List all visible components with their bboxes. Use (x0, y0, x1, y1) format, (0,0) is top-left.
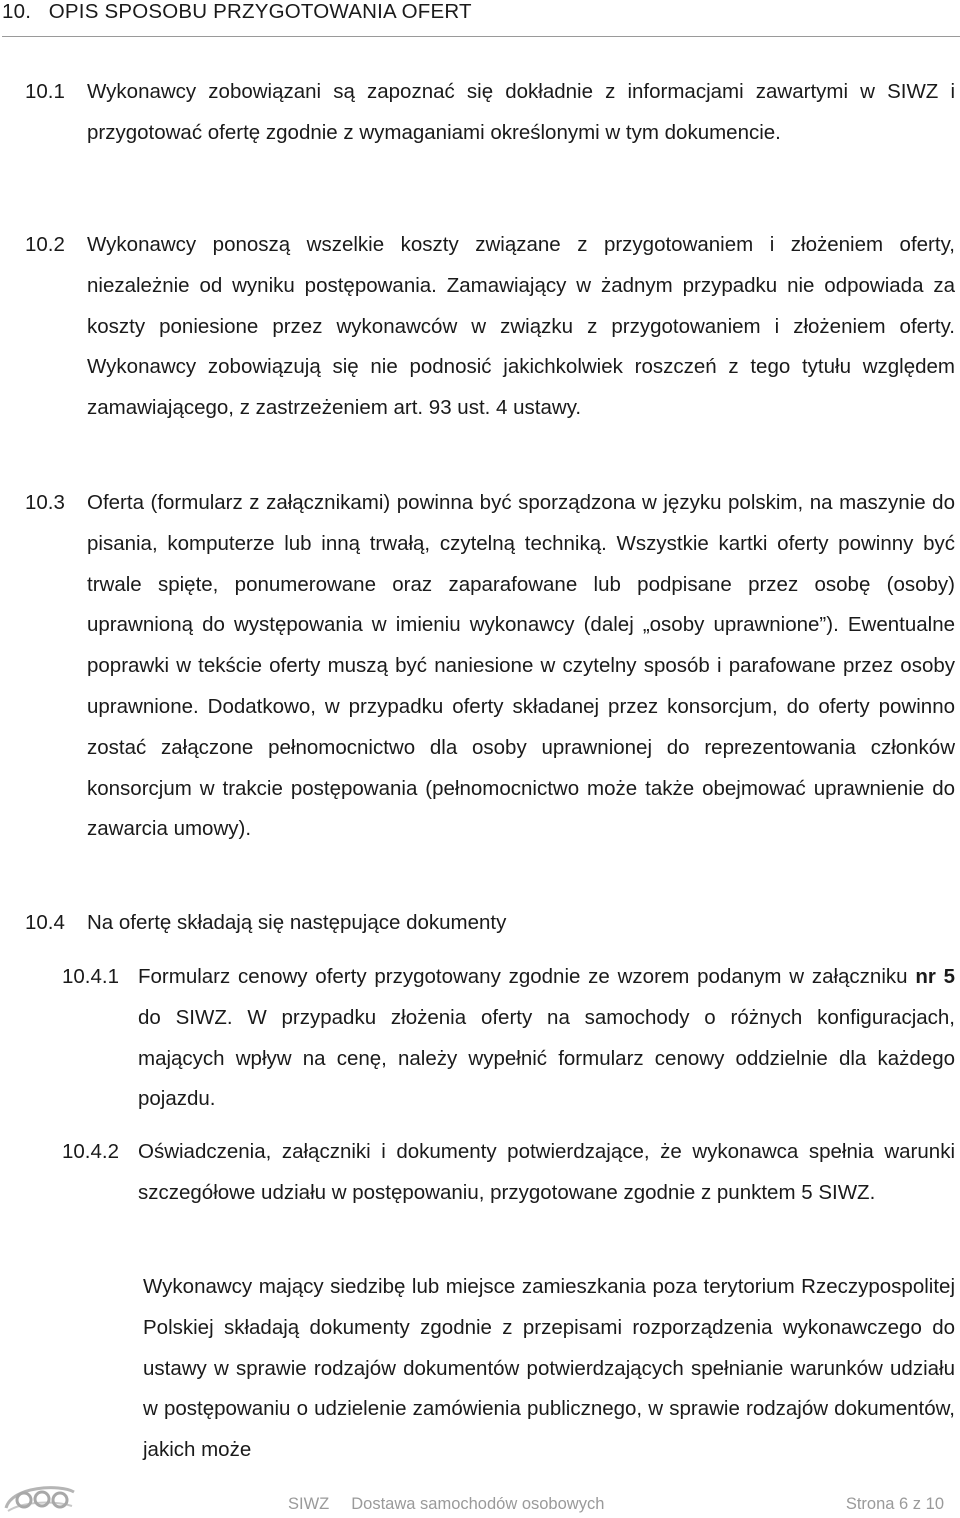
footer-document-info (288, 1494, 604, 1514)
subparagraph-text: Formularz cenowy oferty przygotowany zgodnie ze wzorem podanym w załączniku nr 5 do SIWZ. W przypadku złożenia oferty na samochody o różnych konfiguracjach, mających wpływ na cenę, należy wypełnić formularz cenowy oddzielnie dla każdego pojazdu. (138, 965, 955, 1111)
paragraph-number: 10.4 (25, 911, 65, 934)
subparagraph-number: 10.4.1 (62, 965, 119, 988)
page-footer (0, 1478, 960, 1518)
section-heading (2, 0, 960, 38)
paragraph-text: Na ofertę składają się następujące dokumenty (87, 911, 507, 934)
subparagraph-text: Oświadczenia, załączniki i dokumenty potwierdzające, że wykonawca spełnia warunki szczegółowe udziału w postępowaniu, przygotowane zgodnie z punktem 5 SIWZ. (138, 1140, 955, 1204)
paragraph-text: Wykonawcy zobowiązani są zapoznać się dokładnie z informacjami zawartymi w SIWZ i przygotować ofertę zgodnie z wymaganiami określonymi w tym dokumencie. (87, 80, 955, 144)
paragraph-10-3 (25, 483, 955, 850)
paragraph-number: 10.1 (25, 80, 65, 103)
paragraph-10-4 (25, 903, 955, 944)
subparagraph-10-4-1 (62, 957, 955, 1120)
footer-subject: Dostawa samochodów osobowych (351, 1495, 605, 1513)
paragraph-10-2 (25, 225, 955, 429)
section-heading-text: 10. OPIS SPOSOBU PRZYGOTOWANIA OFERT (2, 0, 472, 23)
footer-page-number: Strona 6 z 10 (845, 1495, 944, 1513)
paragraph-number: 10.3 (25, 491, 65, 514)
paragraph-number: 10.2 (25, 233, 65, 256)
subparagraph-number: 10.4.2 (62, 1140, 119, 1163)
company-logo (2, 1482, 78, 1514)
foreign-contractors-note: Wykonawcy mający siedzibę lub miejsce zamieszkania poza terytorium Rzeczypospolitej Polskiej składają dokumenty zgodnie z przepisami rozporządzenia wykonawczego do ustawy w sprawie rodzajów dokumentów potwierdzających spełnianie warunków udziału w postępowaniu o udzielenie zamówienia publicznego, w sprawie rodzajów dokumentów, jakich może (143, 1275, 955, 1462)
heading-underline (2, 36, 960, 37)
subparagraph-10-4-2 (62, 1132, 955, 1214)
footer-doc-name: SIWZ (288, 1495, 330, 1513)
paragraph-10-1 (25, 72, 955, 154)
attachment-number: nr 5 (915, 965, 955, 988)
paragraph-text: Oferta (formularz z załącznikami) powinna być sporządzona w języku polskim, na maszynie do pisania, komputerze lub inną trwałą, czytelną techniką. Wszystkie kartki oferty powinny być trwale spięte, ponumerowane oraz zaparafowane lub podpisane przez osobę (osoby) uprawnioną do występowania w imieniu wykonawcy (dalej „osoby uprawnione”). Ewentualne poprawki w tekście oferty muszą być naniesione w czytelny sposób i parafowane przez osoby uprawnione. Dodatkowo, w przypadku oferty składanej przez konsorcjum, do oferty powinno zostać załączone pełnomocnictwo dla osoby uprawnionej do reprezentowania członków konsorcjum w trakcie postępowania (pełnomocnictwo może także obejmować uprawnienie do zawarcia umowy). (87, 491, 955, 841)
paragraph-text: Wykonawcy ponoszą wszelkie koszty związane z przygotowaniem i złożeniem oferty, niezależnie od wyniku postępowania. Zamawiający w żadnym przypadku nie odpowiada za koszty poniesione przez wykonawców w związku z przygotowaniem i złożeniem oferty. Wykonawcy zobowiązują się nie podnosić jakichkolwiek roszczeń z tego tytułu względem zamawiającego, z zastrzeżeniem art. 93 ust. 4 ustawy. (87, 233, 955, 420)
